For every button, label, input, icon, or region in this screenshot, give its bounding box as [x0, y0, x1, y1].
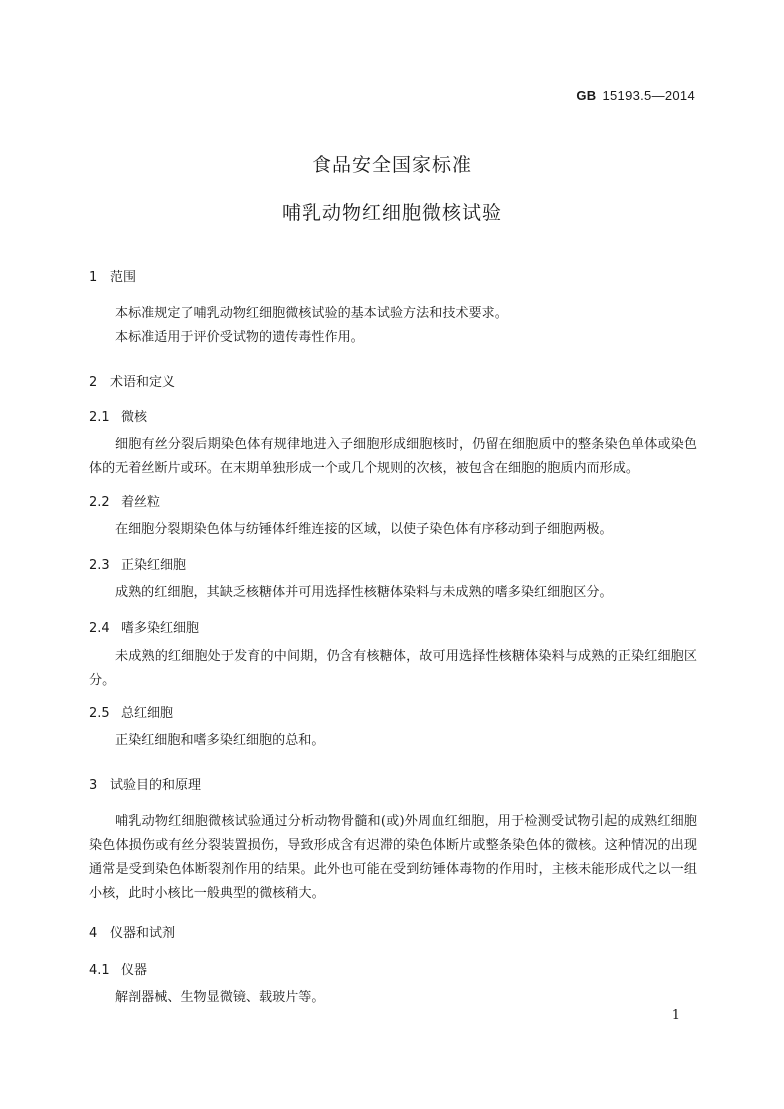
subsection-number: 2.4	[89, 621, 110, 636]
subsection-title: 仪器	[121, 963, 148, 978]
subsection-title: 着丝粒	[121, 495, 161, 510]
paragraph: 成熟的红细胞，其缺乏核糖体并可用选择性核糖体染料与未成熟的嗜多染红细胞区分。	[115, 585, 613, 600]
standard-number: 15193.5—2014	[602, 88, 695, 103]
paragraph: 本标准规定了哺乳动物红细胞微核试验的基本试验方法和技术要求。	[115, 306, 508, 321]
paragraph: 未成熟的红细胞处于发育的中间期，仍含有核糖体，故可用选择性核糖体染料与成熟的正染红细胞区分。	[89, 649, 697, 688]
paragraph: 解剖器械、生物显微镜、载玻片等。	[115, 990, 325, 1005]
paragraph: 正染红细胞和嗜多染红细胞的总和。	[115, 733, 325, 748]
subsection-title: 嗜多染红细胞	[121, 621, 200, 636]
paragraph: 本标准适用于评价受试物的遗传毒性作用。	[115, 330, 364, 345]
section-heading-2	[89, 371, 175, 390]
subsection-title: 总红细胞	[121, 706, 174, 721]
subsection-number: 4.1	[89, 963, 110, 978]
standard-prefix: GB	[576, 88, 597, 103]
section-number: 1	[89, 270, 98, 285]
subsection-heading-2-4	[89, 617, 199, 636]
section-heading-3	[89, 774, 201, 793]
paragraph: 在细胞分裂期染色体与纺锤体纤维连接的区域，以使子染色体有序移动到子细胞两极。	[115, 522, 613, 537]
section-number: 4	[89, 926, 98, 941]
subsection-heading-2-5	[89, 702, 173, 721]
section-title: 范围	[110, 270, 137, 285]
section-number: 2	[89, 375, 98, 390]
section-title: 试验目的和原理	[110, 778, 202, 793]
paragraph: 细胞有丝分裂后期染色体有规律地进入子细胞形成细胞核时，仍留在细胞质中的整条染色单体或染色体的无着丝断片或环。在末期单独形成一个或几个规则的次核，被包含在细胞的胞质内而形成。	[89, 437, 697, 476]
subsection-number: 2.5	[89, 706, 110, 721]
subsection-heading-2-1	[89, 406, 147, 425]
subsection-title: 微核	[121, 410, 148, 425]
subsection-number: 2.1	[89, 410, 110, 425]
page-number: 1	[671, 1008, 680, 1023]
subsection-heading-4-1	[89, 959, 147, 978]
paragraph: 哺乳动物红细胞微核试验通过分析动物骨髓和(或)外周血红细胞，用于检测受试物引起的成熟红细胞染色体损伤或有丝分裂装置损伤，导致形成含有迟滞的染色体断片或整条染色体的微核。这种情况的出现通常是受到染色体断裂剂作用的结果。此外也可能在受到纺锤体毒物的作用时，主核未能形成代之以一组小核，此时小核比一般典型的微核稍大。	[89, 814, 697, 901]
subsection-number: 2.2	[89, 495, 110, 510]
document-title: 食品安全国家标准	[311, 154, 472, 176]
section-heading-4	[89, 922, 175, 941]
subsection-heading-2-2	[89, 491, 160, 510]
document-subtitle: 哺乳动物红细胞微核试验	[281, 202, 502, 224]
subsection-number: 2.3	[89, 558, 110, 573]
section-title: 仪器和试剂	[110, 926, 176, 941]
section-title: 术语和定义	[110, 375, 176, 390]
subsection-heading-2-3	[89, 554, 186, 573]
standard-code	[576, 88, 695, 103]
section-heading-1	[89, 266, 136, 285]
section-number: 3	[89, 778, 98, 793]
subsection-title: 正染红细胞	[121, 558, 187, 573]
